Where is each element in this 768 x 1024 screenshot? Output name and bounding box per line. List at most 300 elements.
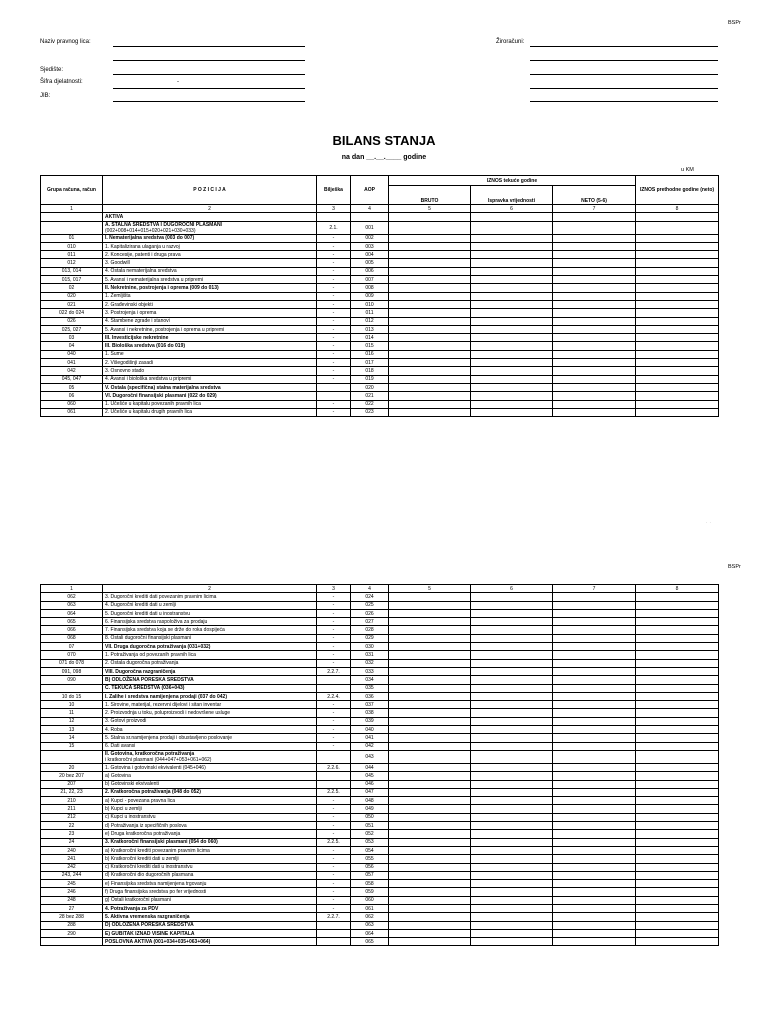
- gross-amount-cell[interactable]: [389, 780, 471, 788]
- previous-year-cell[interactable]: [636, 659, 719, 667]
- value-adjustment-cell[interactable]: [471, 400, 553, 408]
- previous-year-cell[interactable]: [636, 609, 719, 617]
- previous-year-cell[interactable]: [636, 880, 719, 888]
- value-adjustment-cell[interactable]: [471, 601, 553, 609]
- account-group-cell: 068: [41, 634, 103, 642]
- value-adjustment-cell[interactable]: [471, 750, 553, 763]
- value-adjustment-cell[interactable]: [471, 830, 553, 838]
- previous-year-cell[interactable]: [636, 742, 719, 750]
- previous-year-cell[interactable]: [636, 267, 719, 275]
- gross-amount-cell[interactable]: [389, 242, 471, 250]
- value-adjustment-cell[interactable]: [471, 938, 553, 946]
- net-amount-cell[interactable]: [553, 929, 636, 937]
- legal-entity-field-2[interactable]: [113, 60, 305, 61]
- previous-year-cell[interactable]: [636, 317, 719, 325]
- value-adjustment-cell[interactable]: [471, 855, 553, 863]
- position-cell: [103, 750, 317, 763]
- position-cell: 1. Sirovine, materijal, rezervni dijelovi i sitan inventar: [103, 701, 317, 709]
- net-amount-cell[interactable]: [553, 251, 636, 259]
- net-amount-cell[interactable]: [553, 726, 636, 734]
- value-adjustment-cell[interactable]: [471, 359, 553, 367]
- previous-year-cell[interactable]: [636, 375, 719, 383]
- previous-year-cell[interactable]: [636, 309, 719, 317]
- value-adjustment-cell[interactable]: [471, 822, 553, 830]
- value-adjustment-cell[interactable]: [471, 726, 553, 734]
- net-amount-cell[interactable]: [553, 830, 636, 838]
- gross-amount-cell[interactable]: [389, 367, 471, 375]
- aop-cell: 050: [351, 813, 389, 821]
- value-adjustment-cell[interactable]: [471, 734, 553, 742]
- previous-year-cell[interactable]: [636, 667, 719, 675]
- net-amount-cell[interactable]: [553, 259, 636, 267]
- note-cell: -: [317, 813, 351, 821]
- value-adjustment-cell[interactable]: [471, 392, 553, 400]
- previous-year-cell[interactable]: [636, 913, 719, 921]
- gross-amount-cell[interactable]: [389, 763, 471, 771]
- aop-cell: 040: [351, 726, 389, 734]
- value-adjustment-cell[interactable]: [471, 609, 553, 617]
- net-amount-cell[interactable]: [553, 734, 636, 742]
- position-cell: 7. Finansijska sredstva koja se drže do roka dospijeća: [103, 626, 317, 634]
- gross-amount-cell[interactable]: [389, 830, 471, 838]
- previous-year-cell[interactable]: [636, 846, 719, 854]
- gross-amount-cell[interactable]: [389, 838, 471, 846]
- previous-year-cell[interactable]: [636, 805, 719, 813]
- net-amount-cell[interactable]: [553, 213, 636, 221]
- previous-year-cell[interactable]: [636, 838, 719, 846]
- value-adjustment-cell[interactable]: [471, 797, 553, 805]
- net-amount-cell[interactable]: [553, 717, 636, 725]
- previous-year-cell[interactable]: [636, 822, 719, 830]
- value-adjustment-cell[interactable]: [471, 276, 553, 284]
- gross-amount-cell[interactable]: [389, 871, 471, 879]
- net-amount-cell[interactable]: [553, 276, 636, 284]
- col-number: 5: [389, 205, 471, 213]
- gross-amount-cell[interactable]: [389, 855, 471, 863]
- gross-amount-cell[interactable]: [389, 309, 471, 317]
- net-amount-cell[interactable]: [553, 618, 636, 626]
- net-amount-cell[interactable]: [553, 375, 636, 383]
- value-adjustment-cell[interactable]: [471, 593, 553, 601]
- account-group-cell: 013, 014: [41, 267, 103, 275]
- previous-year-cell[interactable]: [636, 709, 719, 717]
- value-adjustment-cell[interactable]: [471, 659, 553, 667]
- net-amount-cell[interactable]: [553, 763, 636, 771]
- account-group-cell: 090: [41, 676, 103, 684]
- previous-year-cell[interactable]: [636, 259, 719, 267]
- previous-year-cell[interactable]: [636, 593, 719, 601]
- previous-year-cell[interactable]: [636, 830, 719, 838]
- gross-amount-cell[interactable]: [389, 317, 471, 325]
- net-amount-cell[interactable]: [553, 676, 636, 684]
- value-adjustment-cell[interactable]: [471, 643, 553, 651]
- value-adjustment-cell[interactable]: [471, 838, 553, 846]
- value-adjustment-cell[interactable]: [471, 284, 553, 292]
- previous-year-cell[interactable]: [636, 251, 719, 259]
- gross-amount-cell[interactable]: [389, 742, 471, 750]
- net-amount-cell[interactable]: [553, 359, 636, 367]
- value-adjustment-cell[interactable]: [471, 375, 553, 383]
- gross-amount-cell[interactable]: [389, 896, 471, 904]
- legal-entity-field[interactable]: [113, 46, 305, 47]
- value-adjustment-cell[interactable]: [471, 904, 553, 912]
- gross-amount-cell[interactable]: [389, 772, 471, 780]
- net-amount-cell[interactable]: [553, 300, 636, 308]
- net-amount-cell[interactable]: [553, 805, 636, 813]
- gross-amount-cell[interactable]: [389, 342, 471, 350]
- bank-account-field[interactable]: [530, 60, 718, 61]
- value-adjustment-cell[interactable]: [471, 880, 553, 888]
- previous-year-cell[interactable]: [636, 896, 719, 904]
- gross-amount-cell[interactable]: [389, 593, 471, 601]
- jib-field[interactable]: [113, 101, 305, 102]
- gross-amount-cell[interactable]: [389, 221, 471, 234]
- net-amount-cell[interactable]: [553, 634, 636, 642]
- net-amount-cell[interactable]: [553, 350, 636, 358]
- value-adjustment-cell[interactable]: [471, 325, 553, 333]
- gross-amount-cell[interactable]: [389, 383, 471, 391]
- previous-year-cell[interactable]: [636, 692, 719, 700]
- gross-amount-cell[interactable]: [389, 676, 471, 684]
- value-adjustment-cell[interactable]: [471, 709, 553, 717]
- value-adjustment-cell[interactable]: [471, 896, 553, 904]
- col-number: 3: [317, 205, 351, 213]
- gross-amount-cell[interactable]: [389, 251, 471, 259]
- value-adjustment-cell[interactable]: [471, 717, 553, 725]
- net-amount-cell[interactable]: [553, 292, 636, 300]
- net-amount-cell[interactable]: [553, 601, 636, 609]
- value-adjustment-cell[interactable]: [471, 913, 553, 921]
- net-amount-cell[interactable]: [553, 626, 636, 634]
- position-cell: d) Kratkoročni dio dugoročnih plasmana: [103, 871, 317, 879]
- previous-year-cell[interactable]: [636, 601, 719, 609]
- gross-amount-cell[interactable]: [389, 813, 471, 821]
- gross-amount-cell[interactable]: [389, 684, 471, 692]
- value-adjustment-cell[interactable]: [471, 676, 553, 684]
- net-amount-cell[interactable]: [553, 772, 636, 780]
- net-amount-cell[interactable]: [553, 309, 636, 317]
- previous-year-cell[interactable]: [636, 342, 719, 350]
- gross-amount-cell[interactable]: [389, 651, 471, 659]
- gross-amount-cell[interactable]: [389, 626, 471, 634]
- gross-amount-cell[interactable]: [389, 325, 471, 333]
- net-amount-cell[interactable]: [553, 408, 636, 416]
- net-amount-cell[interactable]: [553, 904, 636, 912]
- position-cell: 6. Dati avansi: [103, 742, 317, 750]
- document-title: BILANS STANJA: [332, 133, 436, 148]
- previous-year-cell[interactable]: [636, 813, 719, 821]
- gross-amount-cell[interactable]: [389, 822, 471, 830]
- table-row: [41, 276, 719, 284]
- previous-year-cell[interactable]: [636, 929, 719, 937]
- value-adjustment-cell[interactable]: [471, 309, 553, 317]
- previous-year-cell[interactable]: [636, 618, 719, 626]
- previous-year-cell[interactable]: [636, 408, 719, 416]
- net-amount-cell[interactable]: [553, 938, 636, 946]
- gross-amount-cell[interactable]: [389, 276, 471, 284]
- value-adjustment-cell[interactable]: [471, 651, 553, 659]
- gross-amount-cell[interactable]: [389, 734, 471, 742]
- previous-year-cell[interactable]: [636, 292, 719, 300]
- previous-year-cell[interactable]: [636, 392, 719, 400]
- header-current-year: IZNOS tekuće godine: [389, 176, 636, 186]
- net-amount-cell[interactable]: [553, 334, 636, 342]
- previous-year-cell[interactable]: [636, 334, 719, 342]
- value-adjustment-cell[interactable]: [471, 317, 553, 325]
- gross-amount-cell[interactable]: [389, 213, 471, 221]
- previous-year-cell[interactable]: [636, 634, 719, 642]
- net-amount-cell[interactable]: [553, 846, 636, 854]
- value-adjustment-cell[interactable]: [471, 742, 553, 750]
- previous-year-cell[interactable]: [636, 651, 719, 659]
- gross-amount-cell[interactable]: [389, 392, 471, 400]
- previous-year-cell[interactable]: [636, 701, 719, 709]
- value-adjustment-cell[interactable]: [471, 871, 553, 879]
- value-adjustment-cell[interactable]: [471, 863, 553, 871]
- seat-field[interactable]: [113, 74, 305, 75]
- gross-amount-cell[interactable]: [389, 634, 471, 642]
- previous-year-cell[interactable]: [636, 888, 719, 896]
- net-amount-cell[interactable]: [553, 609, 636, 617]
- gross-amount-cell[interactable]: [389, 929, 471, 937]
- gross-amount-cell[interactable]: [389, 659, 471, 667]
- value-adjustment-cell[interactable]: [471, 334, 553, 342]
- gross-amount-cell[interactable]: [389, 375, 471, 383]
- value-adjustment-cell[interactable]: [471, 684, 553, 692]
- gross-amount-cell[interactable]: [389, 913, 471, 921]
- previous-year-cell[interactable]: [636, 213, 719, 221]
- col-number: 6: [471, 585, 553, 593]
- gross-amount-cell[interactable]: [389, 234, 471, 242]
- net-amount-cell[interactable]: [553, 400, 636, 408]
- value-adjustment-cell[interactable]: [471, 234, 553, 242]
- previous-year-cell[interactable]: [636, 276, 719, 284]
- position-cell: 8. Ostali dugoročni finansijski plasmani: [103, 634, 317, 642]
- net-amount-cell[interactable]: [553, 855, 636, 863]
- value-adjustment-cell[interactable]: [471, 367, 553, 375]
- position-cell: d) Potraživanja iz specifičnih poslova: [103, 822, 317, 830]
- net-amount-cell[interactable]: [553, 863, 636, 871]
- value-adjustment-cell[interactable]: [471, 342, 553, 350]
- previous-year-cell[interactable]: [636, 772, 719, 780]
- table-row: [41, 375, 719, 383]
- previous-year-cell[interactable]: [636, 684, 719, 692]
- net-amount-cell[interactable]: [553, 709, 636, 717]
- value-adjustment-cell[interactable]: [471, 221, 553, 234]
- net-amount-cell[interactable]: [553, 913, 636, 921]
- previous-year-cell[interactable]: [636, 350, 719, 358]
- net-amount-cell[interactable]: [553, 667, 636, 675]
- net-amount-cell[interactable]: [553, 888, 636, 896]
- value-adjustment-cell[interactable]: [471, 813, 553, 821]
- value-adjustment-cell[interactable]: [471, 259, 553, 267]
- value-adjustment-cell[interactable]: [471, 667, 553, 675]
- net-amount-cell[interactable]: [553, 267, 636, 275]
- previous-year-cell[interactable]: [636, 626, 719, 634]
- value-adjustment-cell[interactable]: [471, 780, 553, 788]
- gross-amount-cell[interactable]: [389, 904, 471, 912]
- gross-amount-cell[interactable]: [389, 643, 471, 651]
- bank-account-field[interactable]: [530, 46, 718, 47]
- net-amount-cell[interactable]: [553, 684, 636, 692]
- gross-amount-cell[interactable]: [389, 601, 471, 609]
- previous-year-cell[interactable]: [636, 400, 719, 408]
- gross-amount-cell[interactable]: [389, 350, 471, 358]
- net-amount-cell[interactable]: [553, 701, 636, 709]
- previous-year-cell[interactable]: [636, 750, 719, 763]
- net-amount-cell[interactable]: [553, 234, 636, 242]
- net-amount-cell[interactable]: [553, 692, 636, 700]
- previous-year-cell[interactable]: [636, 734, 719, 742]
- aop-cell: 058: [351, 880, 389, 888]
- net-amount-cell[interactable]: [553, 750, 636, 763]
- previous-year-cell[interactable]: [636, 871, 719, 879]
- previous-year-cell[interactable]: [636, 284, 719, 292]
- previous-year-cell[interactable]: [636, 676, 719, 684]
- gross-amount-cell[interactable]: [389, 750, 471, 763]
- account-group-cell: 288: [41, 921, 103, 929]
- net-amount-cell[interactable]: [553, 242, 636, 250]
- previous-year-cell[interactable]: [636, 855, 719, 863]
- value-adjustment-cell[interactable]: [471, 763, 553, 771]
- value-adjustment-cell[interactable]: [471, 213, 553, 221]
- gross-amount-cell[interactable]: [389, 701, 471, 709]
- net-amount-cell[interactable]: [553, 643, 636, 651]
- previous-year-cell[interactable]: [636, 797, 719, 805]
- previous-year-cell[interactable]: [636, 921, 719, 929]
- value-adjustment-cell[interactable]: [471, 921, 553, 929]
- value-adjustment-cell[interactable]: [471, 251, 553, 259]
- net-amount-cell[interactable]: [553, 651, 636, 659]
- previous-year-cell[interactable]: [636, 763, 719, 771]
- value-adjustment-cell[interactable]: [471, 634, 553, 642]
- net-amount-cell[interactable]: [553, 659, 636, 667]
- account-group-cell: 070: [41, 651, 103, 659]
- value-adjustment-cell[interactable]: [471, 805, 553, 813]
- gross-amount-cell[interactable]: [389, 267, 471, 275]
- gross-amount-cell[interactable]: [389, 334, 471, 342]
- gross-amount-cell[interactable]: [389, 709, 471, 717]
- value-adjustment-cell[interactable]: [471, 692, 553, 700]
- value-adjustment-cell[interactable]: [471, 300, 553, 308]
- gross-amount-cell[interactable]: [389, 284, 471, 292]
- net-amount-cell[interactable]: [553, 797, 636, 805]
- gross-amount-cell[interactable]: [389, 880, 471, 888]
- net-amount-cell[interactable]: [553, 896, 636, 904]
- previous-year-cell[interactable]: [636, 788, 719, 796]
- previous-year-cell[interactable]: [636, 221, 719, 234]
- previous-year-cell[interactable]: [636, 234, 719, 242]
- net-amount-cell[interactable]: [553, 317, 636, 325]
- net-amount-cell[interactable]: [553, 342, 636, 350]
- net-amount-cell[interactable]: [553, 742, 636, 750]
- gross-amount-cell[interactable]: [389, 846, 471, 854]
- value-adjustment-cell[interactable]: [471, 888, 553, 896]
- previous-year-cell[interactable]: [636, 242, 719, 250]
- gross-amount-cell[interactable]: [389, 717, 471, 725]
- value-adjustment-cell[interactable]: [471, 618, 553, 626]
- gross-amount-cell[interactable]: [389, 921, 471, 929]
- value-adjustment-cell[interactable]: [471, 626, 553, 634]
- gross-amount-cell[interactable]: [389, 692, 471, 700]
- gross-amount-cell[interactable]: [389, 359, 471, 367]
- gross-amount-cell[interactable]: [389, 863, 471, 871]
- net-amount-cell[interactable]: [553, 221, 636, 234]
- value-adjustment-cell[interactable]: [471, 383, 553, 391]
- bank-account-field[interactable]: [530, 88, 718, 89]
- previous-year-cell[interactable]: [636, 904, 719, 912]
- previous-year-cell[interactable]: [636, 359, 719, 367]
- value-adjustment-cell[interactable]: [471, 242, 553, 250]
- net-amount-cell[interactable]: [553, 367, 636, 375]
- net-amount-cell[interactable]: [553, 780, 636, 788]
- gross-amount-cell[interactable]: [389, 300, 471, 308]
- previous-year-cell[interactable]: [636, 780, 719, 788]
- value-adjustment-cell[interactable]: [471, 292, 553, 300]
- note-cell: [317, 750, 351, 763]
- net-amount-cell[interactable]: [553, 593, 636, 601]
- gross-amount-cell[interactable]: [389, 408, 471, 416]
- gross-amount-cell[interactable]: [389, 788, 471, 796]
- gross-amount-cell[interactable]: [389, 805, 471, 813]
- bank-account-field[interactable]: [530, 101, 718, 102]
- value-adjustment-cell[interactable]: [471, 267, 553, 275]
- value-adjustment-cell[interactable]: [471, 701, 553, 709]
- net-amount-cell[interactable]: [553, 383, 636, 391]
- previous-year-cell[interactable]: [636, 726, 719, 734]
- value-adjustment-cell[interactable]: [471, 408, 553, 416]
- value-adjustment-cell[interactable]: [471, 772, 553, 780]
- previous-year-cell[interactable]: [636, 863, 719, 871]
- gross-amount-cell[interactable]: [389, 797, 471, 805]
- table-row: [41, 392, 719, 400]
- value-adjustment-cell[interactable]: [471, 929, 553, 937]
- net-amount-cell[interactable]: [553, 838, 636, 846]
- value-adjustment-cell[interactable]: [471, 846, 553, 854]
- previous-year-cell[interactable]: [636, 300, 719, 308]
- gross-amount-cell[interactable]: [389, 259, 471, 267]
- gross-amount-cell[interactable]: [389, 292, 471, 300]
- previous-year-cell[interactable]: [636, 325, 719, 333]
- net-amount-cell[interactable]: [553, 325, 636, 333]
- previous-year-cell[interactable]: [636, 938, 719, 946]
- previous-year-cell[interactable]: [636, 643, 719, 651]
- net-amount-cell[interactable]: [553, 813, 636, 821]
- bank-account-field[interactable]: [530, 74, 718, 75]
- gross-amount-cell[interactable]: [389, 888, 471, 896]
- net-amount-cell[interactable]: [553, 880, 636, 888]
- gross-amount-cell[interactable]: [389, 618, 471, 626]
- previous-year-cell[interactable]: [636, 383, 719, 391]
- net-amount-cell[interactable]: [553, 871, 636, 879]
- value-adjustment-cell[interactable]: [471, 350, 553, 358]
- net-amount-cell[interactable]: [553, 392, 636, 400]
- gross-amount-cell[interactable]: [389, 726, 471, 734]
- gross-amount-cell[interactable]: [389, 667, 471, 675]
- net-amount-cell[interactable]: [553, 822, 636, 830]
- previous-year-cell[interactable]: [636, 367, 719, 375]
- previous-year-cell[interactable]: [636, 717, 719, 725]
- value-adjustment-cell[interactable]: [471, 788, 553, 796]
- gross-amount-cell[interactable]: [389, 609, 471, 617]
- position-cell: VIII. Dugoročna razgraničenja: [103, 667, 317, 675]
- activity-code-field[interactable]: [113, 88, 305, 89]
- net-amount-cell[interactable]: [553, 921, 636, 929]
- net-amount-cell[interactable]: [553, 788, 636, 796]
- gross-amount-cell[interactable]: [389, 400, 471, 408]
- net-amount-cell[interactable]: [553, 284, 636, 292]
- gross-amount-cell[interactable]: [389, 938, 471, 946]
